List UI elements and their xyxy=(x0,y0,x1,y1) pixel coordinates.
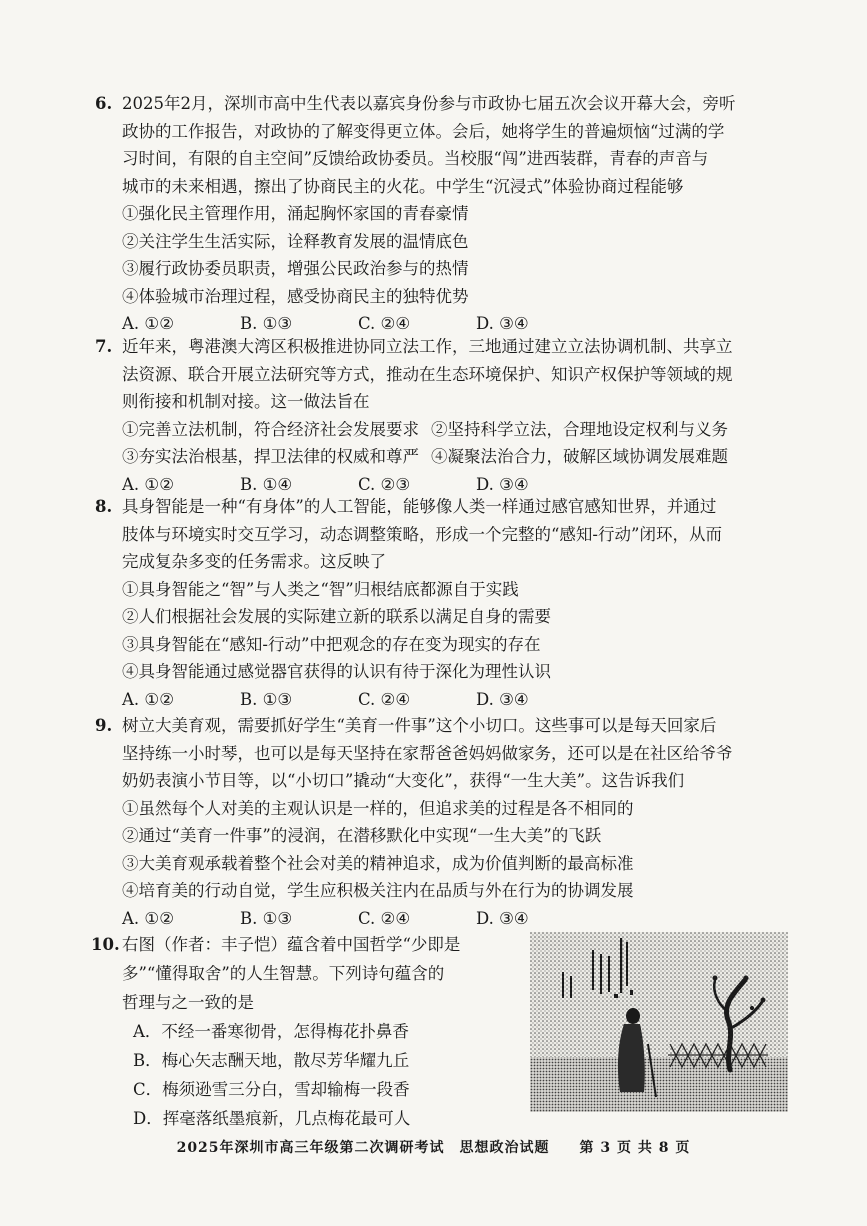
feng-zikai-painting xyxy=(530,932,788,1112)
answer-choice-c: C. ②④ xyxy=(358,689,411,709)
answer-choice-b: B. ①③ xyxy=(240,689,293,709)
question-stem xyxy=(122,712,795,795)
option-statement: ②关注学生生活实际，诠释教育发展的温情底色 xyxy=(122,231,469,251)
stem-line: 右图（作者：丰子恺）蕴含着中国哲学“少即是 xyxy=(122,935,461,954)
question-stem xyxy=(122,90,795,200)
option-statement: ①具身智能之“智”与人类之“智”归根结底都源自于实践 xyxy=(122,579,519,599)
question-number: 6. xyxy=(95,94,113,113)
answer-choice-a: A. ①② xyxy=(122,908,174,928)
question-10 xyxy=(91,930,515,1133)
answer-choices xyxy=(122,686,795,714)
stem-line: 城市的未来相遇，擦出了协商民主的火花。中学生“沉浸式”体验协商过程能够 xyxy=(122,176,684,196)
page-footer: 2025年深圳市高三年级第二次调研考试 思想政治试题 第 3 页 共 8 页 xyxy=(176,1140,691,1156)
stem-line: 坚持练一小时琴，也可以是每天坚持在家帮爸爸妈妈做家务，还可以是在社区给爷爷 xyxy=(122,743,733,763)
option-statement: ④凝聚法治合力，破解区域协调发展难题 xyxy=(431,447,728,466)
option-statement: ①强化民主管理作用，涌起胸怀家国的青春豪情 xyxy=(122,204,469,223)
stem-line: 则衔接和机制对接。这一做法旨在 xyxy=(122,392,370,411)
question-stem xyxy=(122,930,515,1017)
stem-line: 习时间，有限的自主空间”反馈给政协委员。当校服“闯”进西装群，青春的声音与 xyxy=(122,149,709,168)
option-statement: ③大美育观承载着整个社会对美的精神追求，成为价值判断的最高标准 xyxy=(122,853,634,873)
question-number: 10. xyxy=(91,935,120,954)
question-number: 7. xyxy=(95,337,113,356)
answer-choice-b: B. ①④ xyxy=(240,474,293,494)
stem-line: 多”“懂得取舍”的人生智慧。下列诗句蕴含的 xyxy=(122,964,445,983)
option-statement: ③具身智能在“感知-行动”中把观念的存在变为现实的存在 xyxy=(122,634,541,654)
stem-line: 奶奶表演小节目等，以“小切口”撬动“大变化”，获得“一生大美”。这告诉我们 xyxy=(122,771,685,790)
question-number: 8. xyxy=(95,497,113,516)
answer-choice-d: D. ③④ xyxy=(476,474,529,494)
option-a: A．不经一番寒彻骨，怎得梅花扑鼻香 xyxy=(133,1022,409,1041)
answer-choice-b: B. ①③ xyxy=(240,908,293,928)
question-stem xyxy=(122,333,795,416)
answer-choice-a: A. ①② xyxy=(122,314,174,333)
stem-line: 完成复杂多变的任务需求。这反映了 xyxy=(122,552,386,571)
question-7 xyxy=(95,333,795,498)
option-row xyxy=(122,416,795,444)
option-statement: ④体验城市治理过程，感受协商民主的独特优势 xyxy=(122,286,469,306)
answer-choice-b: B. ①③ xyxy=(240,314,293,333)
option-b: B．梅心矢志酬天地，散尽芳华耀九丘 xyxy=(133,1051,410,1070)
stem-line: 近年来，粤港澳大湾区积极推进协同立法工作，三地通过建立立法协调机制、共享立 xyxy=(122,337,733,356)
answer-choices xyxy=(122,905,795,933)
option-statement: ①完善立法机制，符合经济社会发展要求 xyxy=(122,419,419,439)
stem-line: 政协的工作报告，对政协的了解变得更立体。会后，她将学生的普遍烦恼“过满的学 xyxy=(122,121,725,141)
option-row xyxy=(122,443,795,471)
answer-choice-a: A. ①② xyxy=(122,689,174,709)
question-number: 9. xyxy=(95,716,113,735)
stem-line: 法资源、联合开展立法研究等方式，推动在生态环境保护、知识产权保护等领域的规 xyxy=(122,364,733,384)
question-6 xyxy=(95,90,795,338)
stem-line: 肢体与环境实时交互学习，动态调整策略，形成一个完整的“感知-行动”闭环，从而 xyxy=(122,524,722,544)
question-8 xyxy=(95,493,795,713)
option-statement: ②人们根据社会发展的实际建立新的联系以满足自身的需要 xyxy=(122,607,551,626)
option-c: C．梅须逊雪三分白，雪却输梅一段香 xyxy=(133,1080,410,1099)
answer-choice-c: C. ②④ xyxy=(358,908,411,928)
painting-ground xyxy=(530,1057,788,1112)
option-statement: ④培育美的行动自觉，学生应积极关注内在品质与外在行为的协调发展 xyxy=(122,881,634,900)
option-statement: ②通过“美育一件事”的浸润，在潜移默化中实现“一生大美”的飞跃 xyxy=(122,826,602,845)
answer-choice-a: A. ①② xyxy=(122,474,174,494)
option-statement: ①虽然每个人对美的主观认识是一样的，但追求美的过程是各不相同的 xyxy=(122,798,634,818)
stem-line: 树立大美育观，需要抓好学生“美育一件事”这个小切口。这些事可以是每天回家后 xyxy=(122,716,717,735)
option-statement: ④具身智能通过感觉器官获得的认识有待于深化为理性认识 xyxy=(122,662,551,681)
answer-choice-d: D. ③④ xyxy=(476,908,529,928)
stem-line: 具身智能是一种“有身体”的人工智能，能够像人类一样通过感官感知世界，并通过 xyxy=(122,497,717,516)
option-statement: ③夯实法治根基，捍卫法律的权威和尊严 xyxy=(122,447,419,466)
option-statement: ②坚持科学立法，合理地设定权利与义务 xyxy=(431,419,728,439)
stem-line: 2025年2月，深圳市高中生代表以嘉宾身份参与市政协七届五次会议开幕大会，旁听 xyxy=(122,94,736,113)
answer-choice-c: C. ②③ xyxy=(358,474,411,494)
stem-line: 哲理与之一致的是 xyxy=(122,993,254,1012)
question-stem xyxy=(122,493,795,576)
answer-choice-d: D. ③④ xyxy=(476,689,529,709)
answer-choice-c: C. ②④ xyxy=(358,314,411,333)
option-statement: ③履行政协委员职责，增强公民政治参与的热情 xyxy=(122,259,469,278)
option-d: D．挥毫落纸墨痕新，几点梅花最可人 xyxy=(133,1109,411,1128)
answer-choice-d: D. ③④ xyxy=(476,314,529,333)
question-9 xyxy=(95,712,795,932)
